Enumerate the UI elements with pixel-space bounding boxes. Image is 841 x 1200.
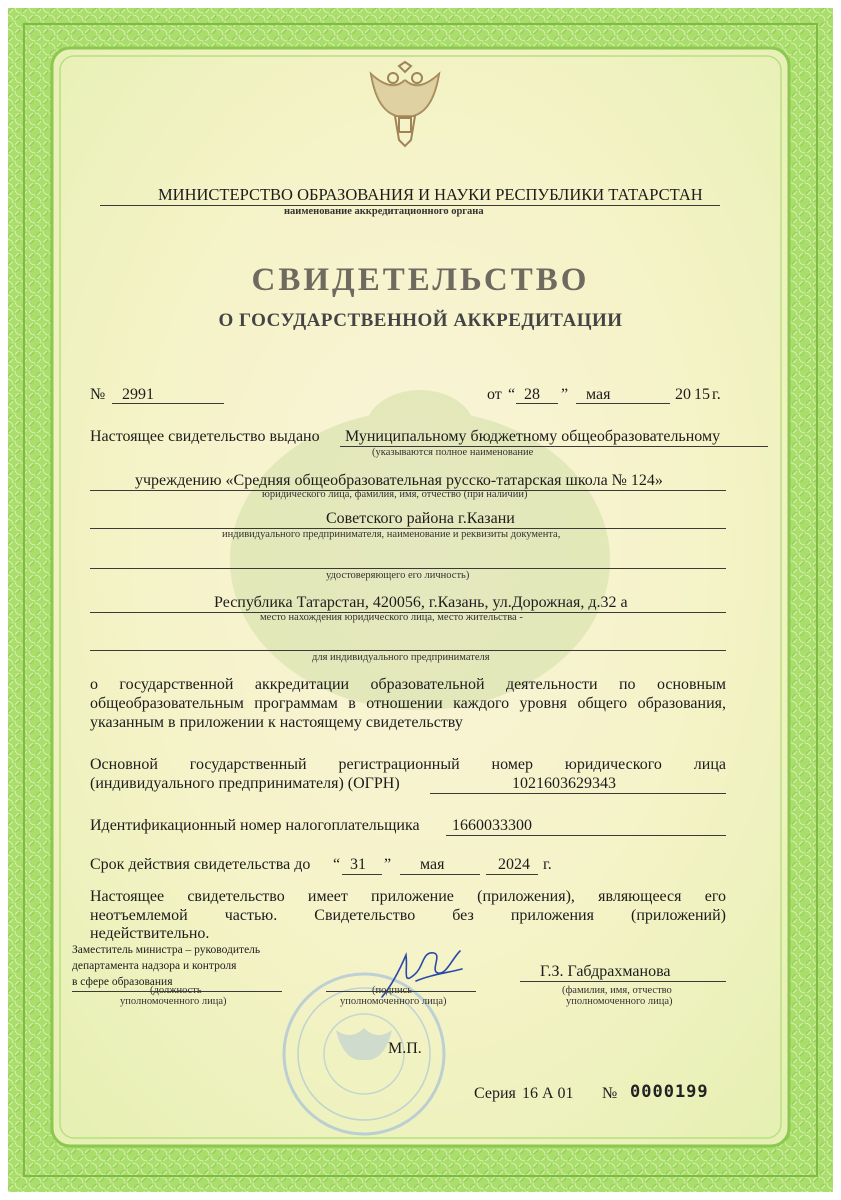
signature-caption-line1: (подпись — [372, 985, 413, 996]
certificate-number: 2991 — [122, 386, 154, 403]
appendix-text-line1: Настоящее свидетельство имеет приложение (приложения), являющееся его — [90, 888, 726, 905]
seal-label: М.П. — [388, 1040, 422, 1057]
date-month: мая — [586, 386, 611, 403]
issued-to-line1: Муниципальному бюджетному общеобразовательному — [345, 428, 721, 445]
date-quote-close: ” — [561, 386, 569, 403]
series-number-prefix: № — [602, 1085, 618, 1102]
series-number: 0000199 — [630, 1082, 709, 1102]
validity-month: мая — [420, 856, 445, 873]
number-prefix: № — [90, 386, 106, 403]
inn-label: Идентификационный номер налогоплательщика — [90, 817, 420, 834]
date-year: 15 — [694, 386, 710, 403]
appendix-text-line2: неотъемлемой частью. Свидетельство без приложения (приложений) — [90, 907, 726, 924]
certificate-title: СВИДЕТЕЛЬСТВО — [251, 262, 590, 298]
accreditation-text-line3: указанным в приложении к настоящему свидетельству — [90, 714, 463, 731]
issued-to-caption4: удостоверяющего его личность) — [326, 570, 470, 581]
signature-caption-line2: уполномоченного лица) — [340, 996, 447, 1007]
accreditation-text-line2: общеобразовательным программам в отношении каждого уровня общего образования, — [90, 695, 726, 712]
date-year-prefix: 20 — [675, 386, 691, 403]
accreditation-text-line1: о государственной аккредитации образовательной деятельности по основным — [90, 676, 726, 693]
position-caption-line1: (должность — [150, 985, 202, 996]
signatory-position-line2: департамента надзора и контроля — [72, 960, 237, 972]
address-caption2: для индивидуального предпринимателя — [312, 652, 490, 663]
inn-value: 1660033300 — [452, 817, 532, 834]
coat-of-arms-emblem — [365, 60, 445, 150]
ogrn-label-line2: (индивидуального предпринимателя) (ОГРН) — [90, 775, 400, 792]
date-day: 28 — [524, 386, 540, 403]
date-quote-open: “ — [508, 386, 516, 403]
issued-to-caption3: индивидуального предпринимателя, наименование и реквизиты документа, — [222, 529, 561, 540]
issued-to-caption1: (указываются полное наименование — [372, 447, 534, 458]
validity-quote-close: ” — [384, 856, 392, 873]
issued-to-caption2: юридического лица, фамилия, имя, отчество (при наличии) — [262, 489, 528, 500]
address-value: Республика Татарстан, 420056, г.Казань, ул.Дорожная, д.32 а — [214, 594, 628, 611]
date-year-unit: г. — [712, 386, 721, 403]
validity-year: 2024 — [498, 856, 530, 873]
validity-label: Срок действия свидетельства до — [90, 856, 311, 873]
ministry-caption: наименование аккредитационного органа — [284, 206, 484, 217]
signatory-position-line1: Заместитель министра – руководитель — [72, 944, 261, 956]
issued-to-label: Настоящее свидетельство выдано — [90, 428, 320, 445]
series-label: Серия — [474, 1085, 516, 1102]
certificate-subtitle: О ГОСУДАРСТВЕННОЙ АККРЕДИТАЦИИ — [218, 310, 623, 331]
series-value: 16 А 01 — [522, 1085, 574, 1102]
issued-to-line2: учреждению «Средняя общеобразовательная русско-татарская школа № 124» — [135, 472, 663, 489]
validity-day: 31 — [350, 856, 366, 873]
date-from-label: от — [487, 386, 502, 403]
ogrn-value: 1021603629343 — [512, 775, 616, 792]
signatory-name: Г.З. Габдрахманова — [540, 963, 671, 980]
ministry-name: МИНИСТЕРСТВО ОБРАЗОВАНИЯ И НАУКИ РЕСПУБЛИКИ ТАТАРСТАН — [158, 185, 703, 204]
position-caption-line2: уполномоченного лица) — [120, 996, 227, 1007]
address-caption: место нахождения юридического лица, место жительства - — [260, 612, 523, 623]
appendix-text-line3: недействительно. — [90, 925, 210, 942]
issued-to-line3: Советского района г.Казани — [326, 510, 515, 527]
signatory-position-line3: в сфере образования — [72, 976, 173, 988]
validity-quote-open: “ — [333, 856, 341, 873]
ogrn-label-line1: Основной государственный регистрационный номер юридического лица — [90, 756, 726, 773]
name-caption-line1: (фамилия, имя, отчество — [562, 985, 672, 996]
validity-year-unit: г. — [543, 856, 552, 873]
name-caption-line2: уполномоченного лица) — [566, 996, 673, 1007]
